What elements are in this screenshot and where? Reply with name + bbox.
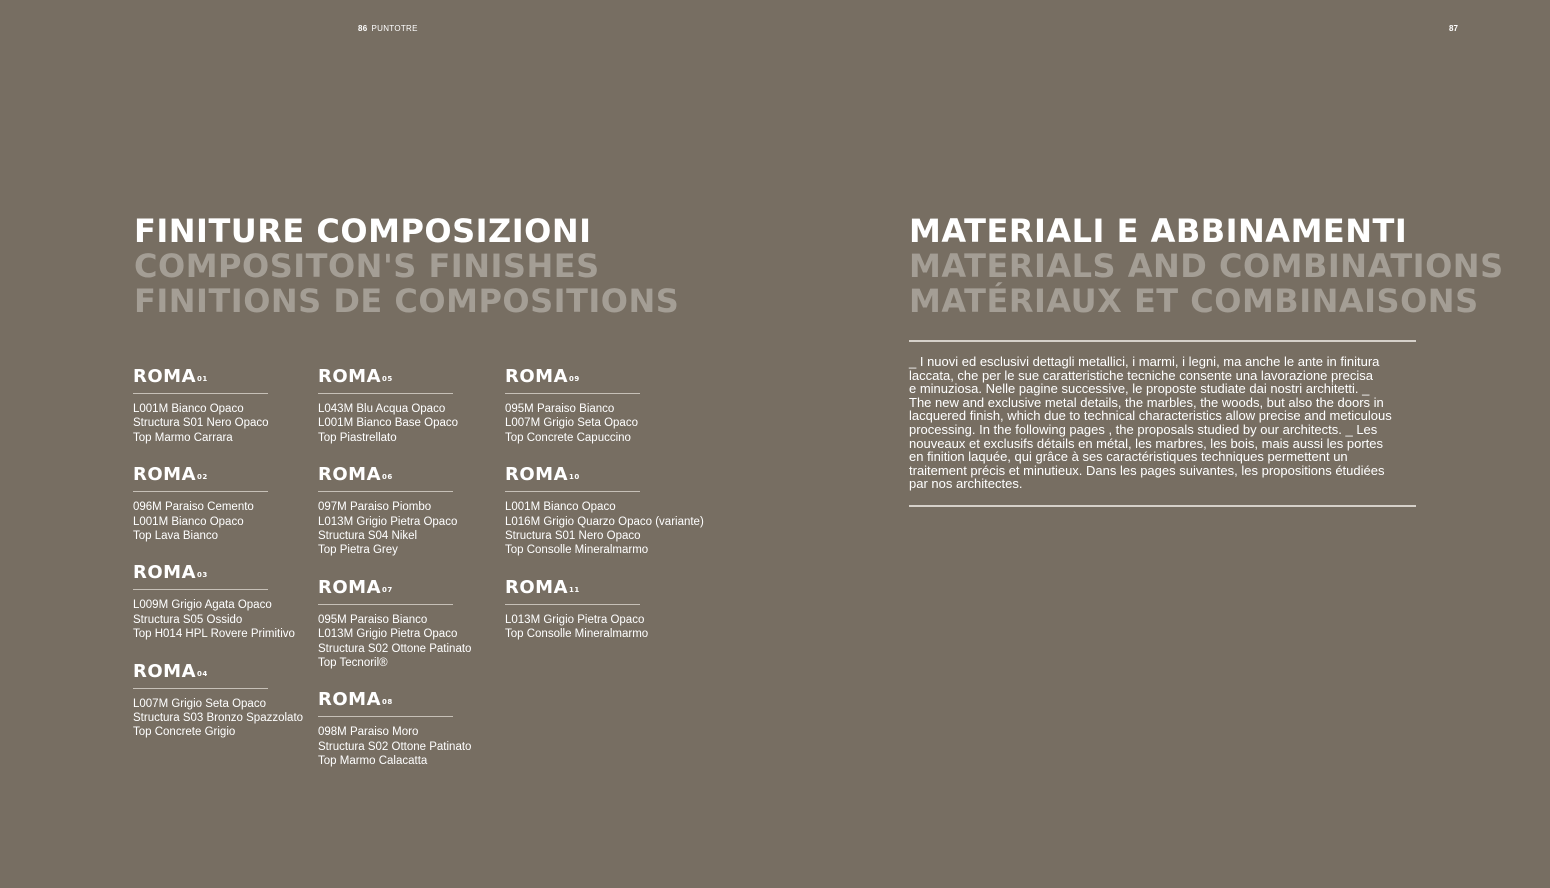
composition-finishes: [318, 500, 518, 558]
composition-finishes: [318, 725, 518, 768]
right-subtitle-fr: MATÉRIAUX ET COMBINAISONS: [909, 282, 1479, 320]
page-header-left: [358, 24, 418, 33]
composition-name: ROMA: [133, 366, 197, 387]
finish-line: Top Lava Bianco: [133, 530, 219, 543]
description-line: e minuziosa. Nelle pagine successive, le proposte studiate dai nostri architetti. _: [909, 381, 1370, 397]
description-line: lacquered finish, which due to technical characteristics allow precise and meticulous: [909, 408, 1392, 424]
composition-finishes: [505, 613, 705, 642]
composition-item: [133, 366, 333, 445]
compositions-column-1: [133, 366, 333, 759]
finish-line: L007M Grigio Seta Opaco: [505, 417, 638, 430]
composition-divider: [505, 393, 640, 394]
composition-title: [505, 577, 705, 599]
composition-name: ROMA: [133, 464, 197, 486]
page-number-left: 86: [358, 24, 368, 33]
finish-line: L043M Blu Acqua Opaco: [318, 403, 446, 415]
finish-line: L001M Bianco Opaco: [133, 403, 244, 415]
composition-number: 02: [197, 473, 208, 482]
composition-finishes: [133, 402, 333, 445]
finish-line: L001M Bianco Base Opaco: [318, 417, 459, 430]
right-page-title: MATERIALI E ABBINAMENTI: [909, 212, 1408, 250]
finish-line: Top Concrete Capuccino: [505, 431, 631, 444]
left-subtitle-fr: FINITIONS DE COMPOSITIONS: [134, 282, 680, 320]
left-subtitle-en: COMPOSITON'S FINISHES: [134, 247, 600, 285]
composition-title: [318, 464, 518, 486]
composition-divider: [318, 604, 453, 605]
composition-divider: [318, 716, 453, 717]
composition-number: 10: [569, 473, 580, 482]
description-line: en finition laquée, qui grâce à ses caractéristiques techniques permettent un: [909, 449, 1348, 465]
composition-divider: [133, 393, 268, 394]
composition-name: ROMA: [318, 689, 382, 711]
composition-number: 01: [197, 375, 208, 383]
composition-title: [505, 464, 705, 486]
composition-title: [318, 577, 518, 599]
composition-name: ROMA: [318, 366, 382, 387]
composition-number: 05: [382, 375, 393, 383]
finish-line: Structura S01 Nero Opaco: [505, 530, 641, 543]
composition-item: [133, 661, 333, 740]
finish-line: Top Tecnoril®: [318, 657, 388, 670]
composition-number: 09: [569, 375, 580, 383]
composition-number: 06: [382, 473, 393, 482]
right-subtitle-en: MATERIALS AND COMBINATIONS: [909, 247, 1504, 285]
finish-line: Top Marmo Carrara: [133, 431, 233, 444]
composition-name: ROMA: [505, 464, 569, 486]
finish-line: Structura S01 Nero Opaco: [133, 417, 269, 430]
finish-line: L001M Bianco Opaco: [133, 515, 244, 528]
composition-finishes: [318, 613, 518, 671]
composition-divider: [133, 688, 268, 689]
description-line: traitement précis et minutieux. Dans les pages suivantes, les propositions étudiées: [909, 462, 1385, 478]
finish-line: L009M Grigio Agata Opaco: [133, 599, 272, 612]
right-title-block: [909, 214, 1504, 319]
left-page-title: FINITURE COMPOSIZIONI: [134, 212, 592, 250]
finish-line: L001M Bianco Opaco: [505, 501, 616, 514]
composition-finishes: [133, 697, 333, 740]
finish-line: L013M Grigio Pietra Opaco: [318, 515, 458, 528]
description-line: processing. In the following pages , the proposals studied by our architects. _ Les: [909, 421, 1378, 437]
description-bottom-divider: [909, 505, 1416, 507]
composition-name: ROMA: [505, 576, 569, 598]
compositions-column-3: [505, 366, 705, 661]
composition-finishes: [133, 500, 333, 543]
composition-item: [505, 577, 705, 642]
finish-line: L013M Grigio Pietra Opaco: [505, 613, 645, 626]
finish-line: Structura S02 Ottone Patinato: [318, 642, 472, 655]
finish-line: Top Consolle Mineralmarmo: [505, 544, 649, 557]
composition-finishes: [505, 402, 705, 445]
composition-finishes: [133, 598, 333, 641]
finish-line: Top Marmo Calacatta: [318, 755, 428, 768]
description-line: nouveaux et exclusifs détails en métal, les marbres, les bois, mais aussi les portes: [909, 435, 1383, 451]
composition-title: [505, 366, 705, 388]
composition-number: 03: [197, 571, 208, 580]
page-number-right: 87: [1449, 24, 1458, 33]
composition-number: 08: [382, 698, 393, 707]
finish-line: 095M Paraiso Bianco: [318, 613, 428, 626]
finish-line: 098M Paraiso Moro: [318, 726, 419, 739]
composition-item: [318, 577, 518, 671]
composition-item: [505, 366, 705, 445]
composition-title: [318, 366, 518, 388]
description-line: par nos architectes.: [909, 476, 1023, 492]
composition-item: [318, 689, 518, 768]
finish-line: Top Pietra Grey: [318, 544, 398, 557]
composition-finishes: [505, 500, 705, 558]
composition-divider: [505, 491, 640, 492]
description-line: laccata, che per le sue caratteristiche tecniche consente una lavorazione precisa: [909, 367, 1373, 383]
composition-name: ROMA: [505, 366, 569, 387]
finish-line: Top Consolle Mineralmarmo: [505, 628, 649, 641]
composition-divider: [133, 589, 268, 590]
composition-divider: [133, 491, 268, 492]
finish-line: L013M Grigio Pietra Opaco: [318, 628, 458, 641]
finish-line: Top Concrete Grigio: [133, 726, 236, 739]
left-title-block: [134, 214, 679, 319]
composition-name: ROMA: [318, 464, 382, 486]
composition-title: [133, 464, 333, 486]
compositions-column-2: [318, 366, 518, 788]
finish-line: Structura S03 Bronzo Spazzolato: [133, 712, 304, 725]
composition-title: [133, 562, 333, 584]
composition-item: [505, 464, 705, 558]
composition-item: [318, 464, 518, 558]
description-top-divider: [909, 340, 1416, 342]
composition-divider: [505, 604, 640, 605]
finish-line: Top H014 HPL Rovere Primitivo: [133, 628, 295, 641]
description-text: [909, 355, 1421, 491]
composition-name: ROMA: [133, 562, 197, 584]
composition-item: [133, 562, 333, 641]
description-line: The new and exclusive metal details, the marbles, the woods, but also the doors in: [909, 394, 1384, 410]
composition-finishes: [318, 402, 518, 445]
composition-number: 11: [569, 585, 580, 594]
finish-line: Structura S02 Ottone Patinato: [318, 740, 472, 753]
finish-line: 097M Paraiso Piombo: [318, 501, 432, 514]
composition-title: [133, 661, 333, 683]
finish-line: Structura S04 Nikel: [318, 530, 418, 543]
finish-line: 096M Paraiso Cemento: [133, 501, 254, 514]
finish-line: 095M Paraiso Bianco: [505, 403, 615, 415]
composition-title: [318, 689, 518, 711]
finish-line: Top Piastrellato: [318, 431, 397, 444]
brand-name: PUNTOTRE: [371, 24, 418, 33]
description-line: _ I nuovi ed esclusivi dettagli metallici, i marmi, i legni, ma anche le ante in finitura: [909, 354, 1380, 369]
composition-name: ROMA: [133, 660, 197, 682]
finish-line: L007M Grigio Seta Opaco: [133, 697, 266, 710]
composition-divider: [318, 393, 453, 394]
composition-title: [133, 366, 333, 388]
composition-number: 04: [197, 669, 208, 678]
finish-line: L016M Grigio Quarzo Opaco (variante): [505, 515, 704, 528]
composition-divider: [318, 491, 453, 492]
composition-name: ROMA: [318, 576, 382, 598]
finish-line: Structura S05 Ossido: [133, 613, 243, 626]
composition-number: 07: [382, 585, 393, 594]
composition-item: [318, 366, 518, 445]
composition-item: [133, 464, 333, 543]
